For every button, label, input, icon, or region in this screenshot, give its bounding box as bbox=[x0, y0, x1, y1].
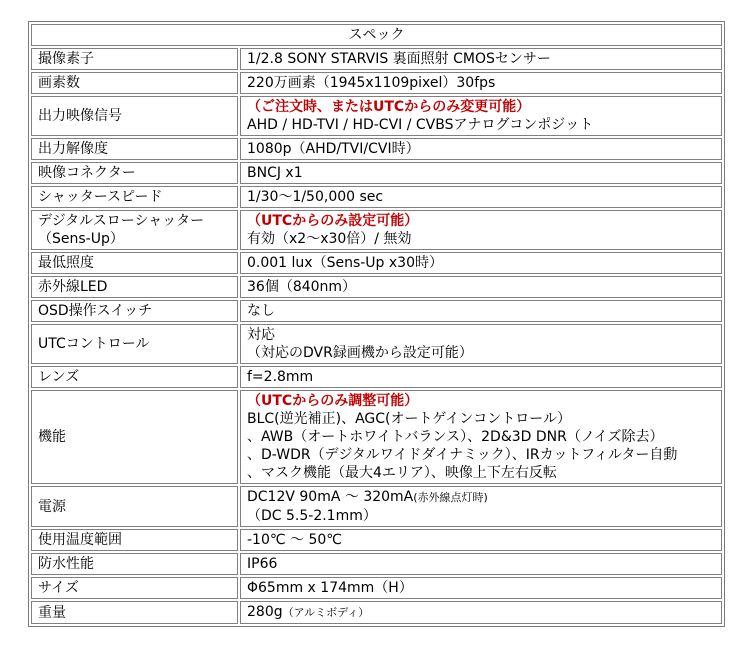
row-value: 1/2.8 SONY STARVIS 裏面照射 CMOSセンサー bbox=[240, 48, 722, 70]
small-note: (赤外線点灯時) bbox=[413, 491, 488, 504]
table-row bbox=[31, 390, 722, 484]
row-value: なし bbox=[240, 300, 722, 322]
table-row bbox=[31, 276, 722, 298]
table-row bbox=[31, 577, 722, 599]
spec-table bbox=[28, 21, 725, 627]
row-label: サイズ bbox=[31, 577, 238, 599]
row-label: 撮像素子 bbox=[31, 48, 238, 70]
table-header-row bbox=[31, 24, 722, 46]
note-text: （UTCからのみ調整可能） bbox=[247, 393, 419, 409]
table-row bbox=[31, 601, 722, 624]
table-row bbox=[31, 210, 722, 250]
row-value: 280g（アルミボディ） bbox=[240, 601, 722, 624]
row-value: BNCJ x1 bbox=[240, 162, 722, 184]
table-row bbox=[31, 162, 722, 184]
note-text: （UTCからのみ設定可能） bbox=[247, 213, 419, 229]
row-value: 対応 （対応のDVR録画機から設定可能） bbox=[240, 324, 722, 364]
row-value: Φ65mm x 174mm（H） bbox=[240, 577, 722, 599]
table-row bbox=[31, 366, 722, 388]
row-label: 使用温度範囲 bbox=[31, 529, 238, 551]
row-value: 36個（840nm） bbox=[240, 276, 722, 298]
row-label: 画素数 bbox=[31, 72, 238, 94]
table-row bbox=[31, 529, 722, 551]
row-value: 1080p（AHD/TVI/CVI時） bbox=[240, 138, 722, 160]
table-row bbox=[31, 186, 722, 208]
row-label: 電源 bbox=[31, 486, 238, 527]
row-value: 1/30〜1/50,000 sec bbox=[240, 186, 722, 208]
row-value: 0.001 lux（Sens-Up x30時） bbox=[240, 252, 722, 274]
table-row bbox=[31, 252, 722, 274]
table-title: スペック bbox=[31, 24, 722, 46]
table-row bbox=[31, 48, 722, 70]
row-label: レンズ bbox=[31, 366, 238, 388]
table-row bbox=[31, 324, 722, 364]
row-label: 防水性能 bbox=[31, 553, 238, 575]
table-row bbox=[31, 486, 722, 527]
row-label: 重量 bbox=[31, 601, 238, 624]
row-label: 出力映像信号 bbox=[31, 96, 238, 136]
note-text: （ご注文時、またはUTCからのみ変更可能） bbox=[247, 99, 531, 115]
row-label: シャッタースピード bbox=[31, 186, 238, 208]
row-value: （UTCからのみ調整可能） BLC(逆光補正)、AGC(オートゲインコントロール） 、AWB（オートホワイトバランス）、2D&3D DNR（ノイズ除去） 、D-WDR（デジタルワイドダイナミック）、IRカットフィルター自動 、マスク機能（最大4エリア）、映像上下左右反転 bbox=[240, 390, 722, 484]
row-value: -10℃ 〜 50℃ bbox=[240, 529, 722, 551]
table-row bbox=[31, 553, 722, 575]
row-value: DC12V 90mA 〜 320mA(赤外線点灯時) （DC 5.5-2.1mm） bbox=[240, 486, 722, 527]
small-note: （アルミボディ） bbox=[282, 606, 370, 619]
table-row bbox=[31, 96, 722, 136]
table-row bbox=[31, 72, 722, 94]
row-label: 出力解像度 bbox=[31, 138, 238, 160]
table-row bbox=[31, 300, 722, 322]
row-label: OSD操作スイッチ bbox=[31, 300, 238, 322]
row-label: 機能 bbox=[31, 390, 238, 484]
row-value: f=2.8mm bbox=[240, 366, 722, 388]
table-row bbox=[31, 138, 722, 160]
row-value: 220万画素（1945x1109pixel）30fps bbox=[240, 72, 722, 94]
row-value: （ご注文時、またはUTCからのみ変更可能） AHD / HD-TVI / HD-CVI / CVBSアナログコンポジット bbox=[240, 96, 722, 136]
row-label: UTCコントロール bbox=[31, 324, 238, 364]
row-value: （UTCからのみ設定可能） 有効（x2〜x30倍）/ 無効 bbox=[240, 210, 722, 250]
row-value: IP66 bbox=[240, 553, 722, 575]
row-label: デジタルスローシャッター （Sens-Up） bbox=[31, 210, 238, 250]
row-label: 最低照度 bbox=[31, 252, 238, 274]
row-label: 映像コネクター bbox=[31, 162, 238, 184]
row-label: 赤外線LED bbox=[31, 276, 238, 298]
